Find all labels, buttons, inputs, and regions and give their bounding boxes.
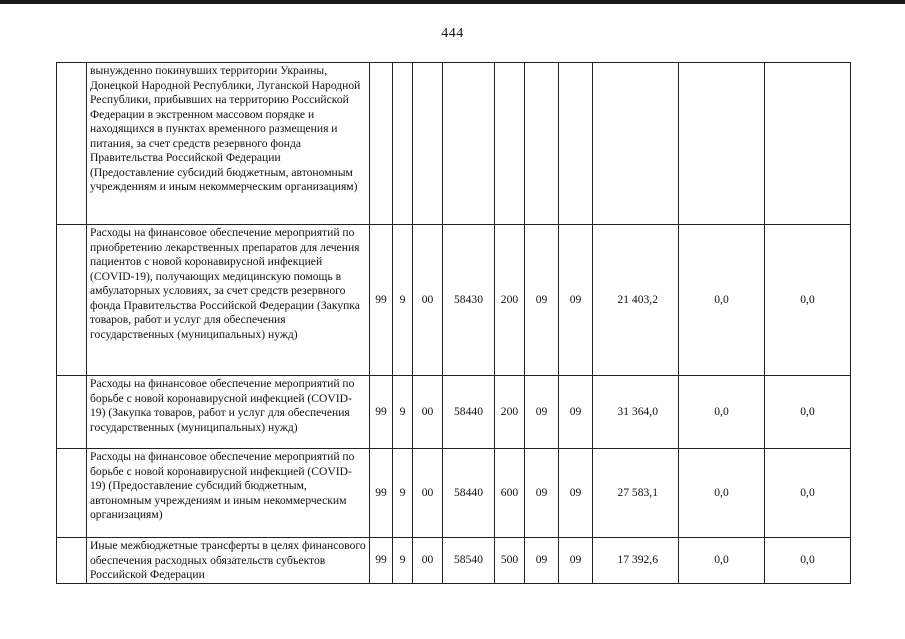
amount-year-2-cell: 0,0 bbox=[679, 449, 765, 538]
code-direction-cell: 58440 bbox=[443, 449, 495, 538]
code-subprogram-cell: 9 bbox=[393, 538, 413, 584]
table-row bbox=[57, 376, 851, 449]
row-index-cell bbox=[57, 63, 87, 225]
budget-table bbox=[56, 62, 851, 584]
code-section-cell: 09 bbox=[525, 225, 559, 376]
code-subsection-cell: 09 bbox=[559, 449, 593, 538]
code-direction-cell bbox=[443, 63, 495, 225]
amount-year-3-cell: 0,0 bbox=[765, 449, 851, 538]
code-subsection-cell bbox=[559, 63, 593, 225]
code-main-activity-cell: 00 bbox=[413, 449, 443, 538]
amount-year-3-cell bbox=[765, 63, 851, 225]
code-main-activity-cell bbox=[413, 63, 443, 225]
code-program-cell bbox=[370, 63, 393, 225]
amount-year-1-cell: 17 392,6 bbox=[593, 538, 679, 584]
code-subprogram-cell: 9 bbox=[393, 376, 413, 449]
code-program-cell: 99 bbox=[370, 376, 393, 449]
row-description: вынужденно покинувших территории Украины, Донецкой Народной Республики, Луганской Народной Республики, прибывших на территорию Российской Федерации в экстренном массовом порядке и находящихся в пунктах временного размещения и питания, за счет средств резервного фонда Правительства Российской Федерации (Предоставление субсидий бюджетным, автономным учреждениям и иным некоммерческим организациям) bbox=[87, 63, 370, 225]
amount-year-1-cell: 27 583,1 bbox=[593, 449, 679, 538]
code-program-cell: 99 bbox=[370, 538, 393, 584]
code-subprogram-cell: 9 bbox=[393, 225, 413, 376]
page-number: 444 bbox=[441, 26, 464, 41]
row-index-cell bbox=[57, 376, 87, 449]
code-expense-type-cell: 600 bbox=[495, 449, 525, 538]
code-subprogram-cell bbox=[393, 63, 413, 225]
amount-year-2-cell: 0,0 bbox=[679, 538, 765, 584]
code-expense-type-cell bbox=[495, 63, 525, 225]
table-row bbox=[57, 538, 851, 584]
table-row bbox=[57, 225, 851, 376]
amount-year-2-cell: 0,0 bbox=[679, 225, 765, 376]
code-direction-cell: 58430 bbox=[443, 225, 495, 376]
code-expense-type-cell: 500 bbox=[495, 538, 525, 584]
code-subprogram-cell: 9 bbox=[393, 449, 413, 538]
amount-year-3-cell: 0,0 bbox=[765, 538, 851, 584]
code-direction-cell: 58440 bbox=[443, 376, 495, 449]
code-main-activity-cell: 00 bbox=[413, 538, 443, 584]
row-description: Расходы на финансовое обеспечение мероприятий по борьбе с новой коронавирусной инфекцией (COVID-19) (Предоставление субсидий бюджетным, автономным учреждениям и иным некоммерческим организациям) bbox=[87, 449, 370, 538]
code-expense-type-cell: 200 bbox=[495, 376, 525, 449]
code-subsection-cell: 09 bbox=[559, 538, 593, 584]
code-program-cell: 99 bbox=[370, 225, 393, 376]
code-direction-cell: 58540 bbox=[443, 538, 495, 584]
table-row bbox=[57, 449, 851, 538]
code-subsection-cell: 09 bbox=[559, 225, 593, 376]
amount-year-2-cell bbox=[679, 63, 765, 225]
row-index-cell bbox=[57, 538, 87, 584]
row-index-cell bbox=[57, 225, 87, 376]
code-expense-type-cell: 200 bbox=[495, 225, 525, 376]
code-section-cell: 09 bbox=[525, 449, 559, 538]
code-section-cell: 09 bbox=[525, 538, 559, 584]
code-main-activity-cell: 00 bbox=[413, 225, 443, 376]
code-subsection-cell: 09 bbox=[559, 376, 593, 449]
code-main-activity-cell: 00 bbox=[413, 376, 443, 449]
amount-year-3-cell: 0,0 bbox=[765, 225, 851, 376]
table-row bbox=[57, 63, 851, 225]
row-description: Расходы на финансовое обеспечение мероприятий по приобретению лекарственных препаратов для лечения пациентов с новой коронавирусной инфекцией (COVID-19), получающих медицинскую помощь в амбулаторных условиях, за счет средств резервного фонда Правительства Российской Федерации (Закупка товаров, работ и услуг для обеспечения государственных (муниципальных) нужд) bbox=[87, 225, 370, 376]
code-program-cell: 99 bbox=[370, 449, 393, 538]
top-scan-border bbox=[0, 0, 905, 4]
code-section-cell bbox=[525, 63, 559, 225]
amount-year-3-cell: 0,0 bbox=[765, 376, 851, 449]
amount-year-1-cell bbox=[593, 63, 679, 225]
row-index-cell bbox=[57, 449, 87, 538]
row-description: Расходы на финансовое обеспечение мероприятий по борьбе с новой коронавирусной инфекцией (COVID-19) (Закупка товаров, работ и услуг для обеспечения государственных (муниципальных) нужд) bbox=[87, 376, 370, 449]
amount-year-2-cell: 0,0 bbox=[679, 376, 765, 449]
amount-year-1-cell: 31 364,0 bbox=[593, 376, 679, 449]
row-description: Иные межбюджетные трансферты в целях финансового обеспечения расходных обязательств субъектов Российской Федерации bbox=[87, 538, 370, 584]
amount-year-1-cell: 21 403,2 bbox=[593, 225, 679, 376]
code-section-cell: 09 bbox=[525, 376, 559, 449]
